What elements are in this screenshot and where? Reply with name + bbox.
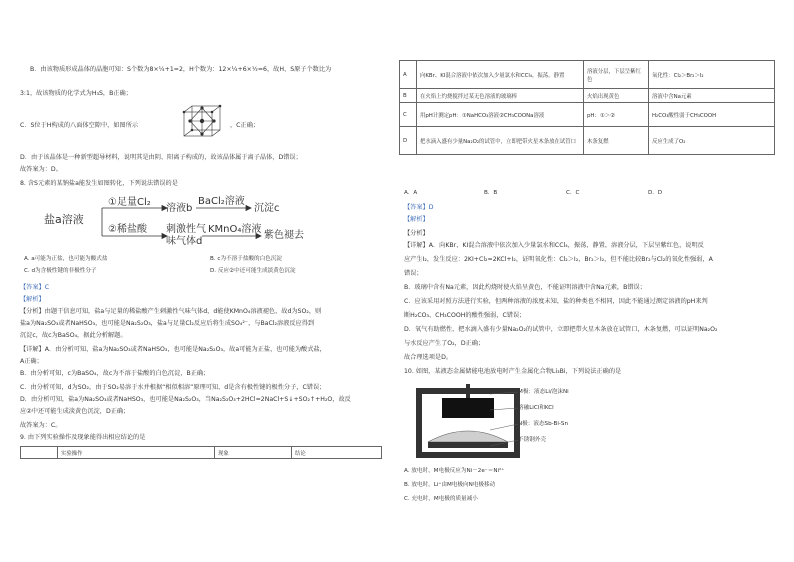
analysis-line: 【详解】A．向KBr、KI混合溶液中依次加入少量氯水和CCl₄，振荡，静置，溶液分层，下层呈紫红色，说明反 — [404, 242, 704, 249]
analysis-label: 【解析】 — [404, 216, 429, 223]
crystal-octahedron-figure — [180, 104, 224, 140]
gas-d-line1: 刺激性气 — [166, 224, 206, 235]
analysis-line: D．由分析可知，盐a为Na₂SO₃或者NaHSO₃，也可能是Na₂S₂O₃，当Na₂S₂O₃+2HCl=2NaCl+S↓+SO₂↑+H₂O，故反 — [20, 396, 351, 403]
precipitate-c: 沉淀c — [254, 203, 280, 214]
table-row — [400, 89, 775, 103]
row-id: A — [400, 61, 417, 89]
analysis-line: C．应该采用对照方法进行实验，但两种溶液的浓度未知，盐的种类也不相同，因此不能通过测定溶液的pH来判 — [404, 298, 708, 305]
row-conclusion: 溶液中含Na元素 — [649, 89, 775, 103]
option-c: C. d为含极性键的非极性分子 — [24, 268, 97, 274]
option-a: A. a可能为正盐，也可能为酸式盐 — [24, 256, 108, 262]
row-phenomenon: pH：①＞② — [584, 103, 649, 127]
choice-c: C．C — [566, 190, 580, 196]
question-8-stem: 8. 含S元素的某钠盐a能发生如图转化，下列说法错误的是 — [20, 180, 178, 187]
analysis-line: 断H₂CO₃、CH₃COOH的酸性强弱，C错误； — [404, 312, 526, 319]
analysis-line: 【详解】A．由分析可知，盐a为Na₂SO₃或者NaHSO₃，也可能是Na₂S₂O₃，故a可能为正盐，也可能为酸式盐， — [20, 346, 326, 353]
row-id: D — [400, 127, 417, 155]
header-conclusion: 结论 — [292, 447, 382, 459]
reagent-kmno4: KMnO₄溶液 — [208, 224, 262, 235]
analysis-line: 【分析】 — [404, 230, 429, 237]
label-molten-salt: 熔融LiCl和KCl — [518, 405, 554, 411]
row-phenomenon: 木条复燃 — [584, 127, 649, 155]
question-9-stem: 9. 由下列实验操作及现象能得出相应结论的是 — [20, 434, 146, 441]
question-9-table-header — [20, 446, 382, 459]
row-phenomenon: 溶液分层，下层呈紫红色 — [584, 61, 649, 89]
analysis-line: 故答案为：C。 — [20, 422, 62, 429]
row-id: C — [400, 103, 417, 127]
purple-fades: 紫色褪去 — [264, 230, 304, 241]
battery-leader-lines — [490, 388, 520, 462]
analysis-line: 应②中还可能生成淡黄色沉淀，D正确； — [20, 408, 130, 415]
analysis-line: 错误； — [404, 270, 423, 277]
analysis-line: 【分析】由题干信息可知，盐a与足量的稀盐酸产生刺激性气味气体d，d能使KMnO₄溶液褪色，故d为SO₂，则 — [20, 308, 322, 315]
text-line: ，C正确； — [230, 122, 260, 129]
question-9-table — [399, 60, 775, 155]
option-b: B. 放电时，Li⁺由M电极向N电极移动 — [404, 482, 496, 488]
analysis-label: 【解析】 — [20, 296, 45, 303]
table-row — [400, 127, 775, 155]
row-conclusion: 氧化性：Cl₂＞Br₂＞I₂ — [649, 61, 775, 89]
analysis-line: 故合理选项是D。 — [404, 354, 453, 361]
analysis-line: B．玻璃中含有Na元素，因此灼烧时使火焰呈黄色，不能证明溶液中含Na元素，B错误； — [404, 284, 646, 291]
choice-a: A．A — [404, 190, 418, 196]
choice-b: B．B — [484, 190, 498, 196]
salt-a-solution: 盐a溶液 — [44, 213, 84, 226]
answer-label: 【答案】C — [20, 284, 50, 291]
reagent-bacl2: BaCl₂溶液 — [198, 196, 245, 207]
reagent-hcl: ②稀盐酸 — [108, 224, 147, 235]
table-row — [400, 61, 775, 89]
row-operation: 用pH计测定pH：①NaHCO₃溶液②CH₃COONa溶液 — [417, 103, 584, 127]
row-phenomenon: 火焰出现黄色 — [584, 89, 649, 103]
reagent-cl2: ①足量Cl₂ — [108, 197, 151, 208]
option-b: B. c为不溶于盐酸的白色沉淀 — [210, 256, 283, 262]
analysis-line: 沉淀c，故c为BaSO₄，据此分析解题。 — [20, 332, 127, 339]
text-line: D．由于该晶体是一种新型超导材料，说明其是由阴、阳离子构成的，故该晶体属于离子晶体，D错误； — [20, 154, 302, 161]
header-phenomenon: 现象 — [215, 447, 292, 459]
text-line: 3:1，故该物质的化学式为H₃S，B正确； — [20, 90, 132, 97]
option-c: C. 充电时，M电极的质量减小 — [404, 496, 478, 502]
row-conclusion: 反应生成了O₂ — [649, 127, 775, 155]
label-steel-shell: 不锈钢外壳 — [518, 437, 546, 443]
option-a: A. 放电时，M电极反应为Ni－2e⁻＝Ni²⁺ — [404, 468, 505, 474]
row-operation: 向KBr、KI混合溶液中依次加入少量氯水和CCl₄，振荡，静置 — [417, 61, 584, 89]
analysis-line: 与水反应产生了O₂，D正确； — [404, 340, 485, 347]
analysis-line: D．氧气有助燃性，把水滴入盛有少量Na₂O₂的试管中，立即把带火星木条放在试管口，木条复燃，可以证明Na₂O₂ — [404, 326, 718, 333]
analysis-line: B．由分析可知，c为BaSO₄，故c为不溶于盐酸的白色沉淀，B正确； — [20, 370, 210, 377]
solution-b: 溶液b — [166, 203, 193, 214]
analysis-line: 应产生I₂，发生反应：2KI+Cl₂=2KCl+I₂，证明氧化性：Cl₂＞I₂，Br₂＞I₂，但不能比较Br₂与Cl₂的氧化性强弱，A — [404, 256, 713, 263]
row-operation: 在火焰上灼烧搅拌过某无色溶液的玻璃棒 — [417, 89, 584, 103]
text-line: C．S位于H构成的八面体空隙中，如图所示 — [20, 122, 139, 129]
text-line: B．由该物质形成晶体的晶胞可知：S个数为8×¼+1=2，H个数为：12×¼+6×½=6，故H、S原子个数比为 — [30, 66, 332, 73]
table-row — [400, 103, 775, 127]
label-n-electrode: N极：液态Sb-Bi-Sn — [518, 421, 568, 427]
reaction-scheme — [44, 192, 304, 250]
row-conclusion: H₂CO₃酸性弱于CH₃COOH — [649, 103, 775, 127]
analysis-line: C．由分析可知，d为SO₂，由于SO₂易溶于水并根据“相似相溶”原理可知，d是含有极性键的极性分子，C错误； — [20, 384, 326, 391]
gas-d-line2: 味气体d — [166, 236, 203, 247]
option-d: D. 反应②中还可能生成淡黄色沉淀 — [210, 268, 296, 274]
row-id: B — [400, 89, 417, 103]
header-operation: 实验操作 — [58, 447, 215, 459]
question-10-stem: 10. 如图，某液态金属储能电池放电时产生金属化合物Li₃Bi，下列说法正确的是 — [404, 368, 622, 375]
answer-label: 【答案】D — [404, 204, 434, 211]
row-operation: 把水滴入盛有少量Na₂O₂的试管中，立即把带火星木条放在试管口 — [417, 127, 584, 155]
analysis-line: 盐a为Na₂SO₃或者NaHSO₃，也可能是Na₂S₂O₃，盐a与足量Cl₂反应后将生成SO₄²⁻，与BaCl₂溶液反应得到 — [20, 320, 315, 327]
label-m-electrode: M极：液态Li/泡沫Ni — [518, 389, 569, 395]
analysis-line: A正确； — [20, 358, 43, 365]
text-line: 故答案为：D。 — [20, 166, 62, 173]
choice-d: D．D — [648, 190, 663, 196]
